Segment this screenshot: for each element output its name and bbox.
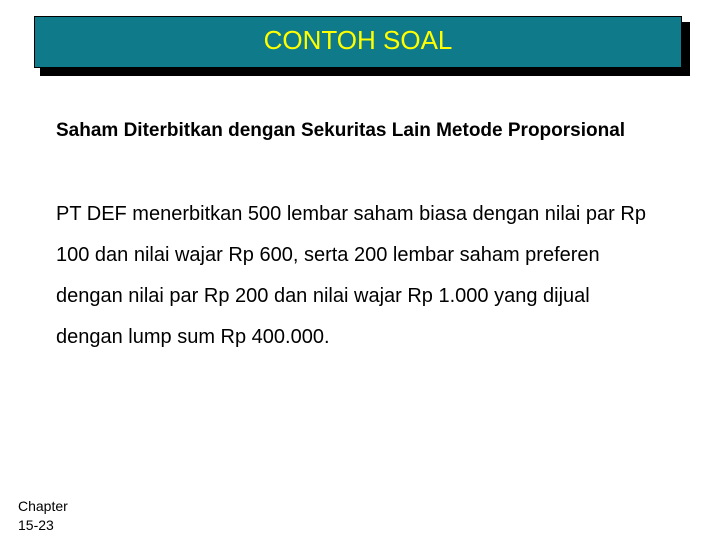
slide-title: CONTOH SOAL (263, 25, 453, 55)
title-bar (34, 16, 682, 68)
problem-text: PT DEF menerbitkan 500 lembar saham biasa dengan nilai par Rp 100 dan nilai wajar Rp 600, serta 200 lembar saham preferen dengan nilai par Rp 200 dan nilai wajar Rp 1.000 yang dijual dengan lump sum Rp 400.000. (56, 203, 646, 348)
slide-subtitle: Saham Diterbitkan dengan Sekuritas Lain Metode Proporsional (56, 120, 626, 141)
chapter-footer: Chapter 15-23 (18, 498, 68, 533)
